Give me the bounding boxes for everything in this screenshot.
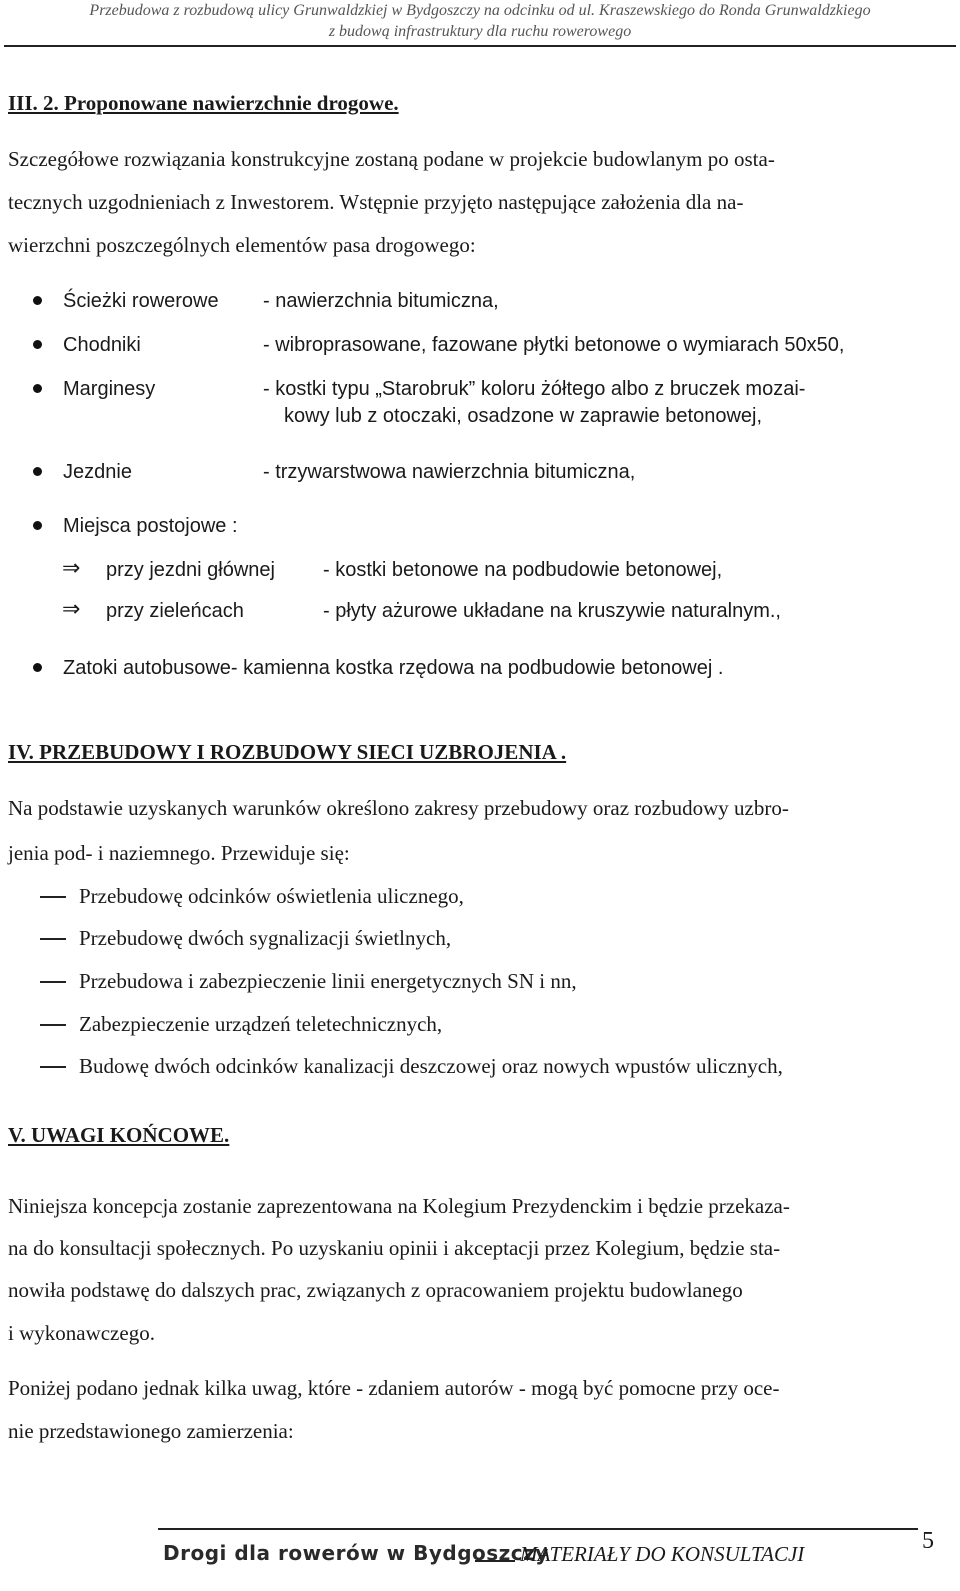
section-3-intro-line-3: wierzchni poszczególnych elementów pasa drogowego: — [8, 233, 476, 257]
utility-item: Przebudowa i zabezpieczenie linii energetycznych SN i nn, — [79, 969, 577, 993]
footer-divider — [158, 1528, 918, 1530]
bus-bays-text: Zatoki autobusowe- kamienna kostka rzędowa na podbudowie betonowej . — [63, 657, 724, 679]
footer-separator — [475, 1560, 515, 1562]
section-4-heading: IV. PRZEBUDOWY I ROZBUDOWY SIECI UZBROJENIA . — [8, 740, 567, 764]
implies-arrow-icon: ⇒ — [62, 556, 81, 581]
dash-bullet-icon — [40, 896, 66, 898]
dash-bullet-icon — [40, 938, 66, 940]
parking-sub-value-main-road: - kostki betonowe na podbudowie betonowej, — [323, 559, 723, 581]
section-5-p1-line: nowiła podstawę do dalszych prac, związanych z opracowaniem projektu budowlanego — [8, 1278, 743, 1302]
bullet-icon — [33, 384, 42, 393]
running-header — [0, 0, 960, 42]
header-divider — [4, 45, 956, 47]
surface-value-margins-cont: kowy lub z otoczaki, osadzone w zaprawie betonowej, — [284, 405, 763, 427]
dash-bullet-icon — [40, 1066, 66, 1068]
parking-label: Miejsca postojowe : — [63, 515, 238, 537]
utility-item: Budowę dwóch odcinków kanalizacji deszczowej oraz nowych wpustów ulicznych, — [79, 1054, 783, 1078]
header-line-1: Przebudowa z rozbudową ulicy Grunwaldzkiej w Bydgoszczy na odcinku od ul. Kraszewskiego do Ronda Grunwaldzkiego — [89, 2, 871, 19]
bullet-icon — [33, 340, 42, 349]
surface-value-roadways: - trzywarstwowa nawierzchnia bitumiczna, — [263, 461, 636, 483]
section-4-intro-line-1: Na podstawie uzyskanych warunków określono zakresy przebudowy oraz rozbudowy uzbro- — [8, 796, 789, 820]
surface-value-cycle-paths: - nawierzchnia bitumiczna, — [263, 290, 499, 312]
parking-sub-value-green: - płyty ażurowe układane na kruszywie naturalnym., — [323, 600, 781, 622]
section-5-p1-line: i wykonawczego. — [8, 1321, 155, 1345]
surface-label-cycle-paths: Ścieżki rowerowe — [63, 290, 219, 312]
footer-text: MATERIAŁY DO KONSULTACJI — [520, 1542, 805, 1566]
implies-arrow-icon: ⇒ — [62, 597, 81, 622]
surface-label-sidewalks: Chodniki — [63, 334, 141, 356]
surface-label-margins: Marginesy — [63, 378, 156, 400]
section-3-intro-line-2: tecznych uzgodnieniach z Inwestorem. Wstępnie przyjęto następujące założenia dla na- — [8, 190, 744, 214]
section-5-heading: V. UWAGI KOŃCOWE. — [8, 1123, 230, 1147]
section-5-p2-line: Poniżej podano jednak kilka uwag, które - zdaniem autorów - mogą być pomocne przy oce- — [8, 1376, 780, 1400]
section-4-intro-line-2: jenia pod- i naziemnego. Przewiduje się: — [8, 841, 350, 865]
utility-item: Przebudowę dwóch sygnalizacji świetlnych, — [79, 926, 452, 950]
surface-label-roadways: Jezdnie — [63, 461, 132, 483]
section-3-2-heading: III. 2. Proponowane nawierzchnie drogowe. — [8, 91, 399, 115]
parking-sub-label-green: przy zieleńcach — [106, 600, 244, 622]
utility-item: Przebudowę odcinków oświetlenia ulicznego, — [79, 884, 464, 908]
dash-bullet-icon — [40, 981, 66, 983]
section-5-p1-line: na do konsultacji społecznych. Po uzyskaniu opinii i akceptacji przez Kolegium, będzie sta- — [8, 1236, 781, 1260]
bullet-icon — [33, 296, 42, 305]
utility-item: Zabezpieczenie urządzeń teletechnicznych, — [79, 1012, 443, 1036]
footer-logo: Drogi dla rowerów w Bydgoszczy — [163, 1541, 549, 1565]
section-5-p1-line: Niniejsza koncepcja zostanie zaprezentowana na Kolegium Prezydenckim i będzie przekaza- — [8, 1194, 790, 1218]
bullet-icon — [33, 663, 42, 672]
surface-value-sidewalks: - wibroprasowane, fazowane płytki betonowe o wymiarach 50x50, — [263, 334, 845, 356]
section-3-intro-line-1: Szczegółowe rozwiązania konstrukcyjne zostaną podane w projekcie budowlanym po osta- — [8, 147, 775, 171]
dash-bullet-icon — [40, 1024, 66, 1026]
parking-sub-label-main-road: przy jezdni głównej — [106, 559, 275, 581]
bullet-icon — [33, 467, 42, 476]
surface-value-margins: - kostki typu „Starobruk” koloru żółtego albo z bruczek mozai- — [263, 378, 806, 400]
page-number: 5 — [922, 1528, 934, 1554]
header-line-2: z budową infrastruktury dla ruchu rowerowego — [328, 23, 632, 40]
section-5-p2-line: nie przedstawionego zamierzenia: — [8, 1419, 294, 1443]
bullet-icon — [33, 521, 42, 530]
